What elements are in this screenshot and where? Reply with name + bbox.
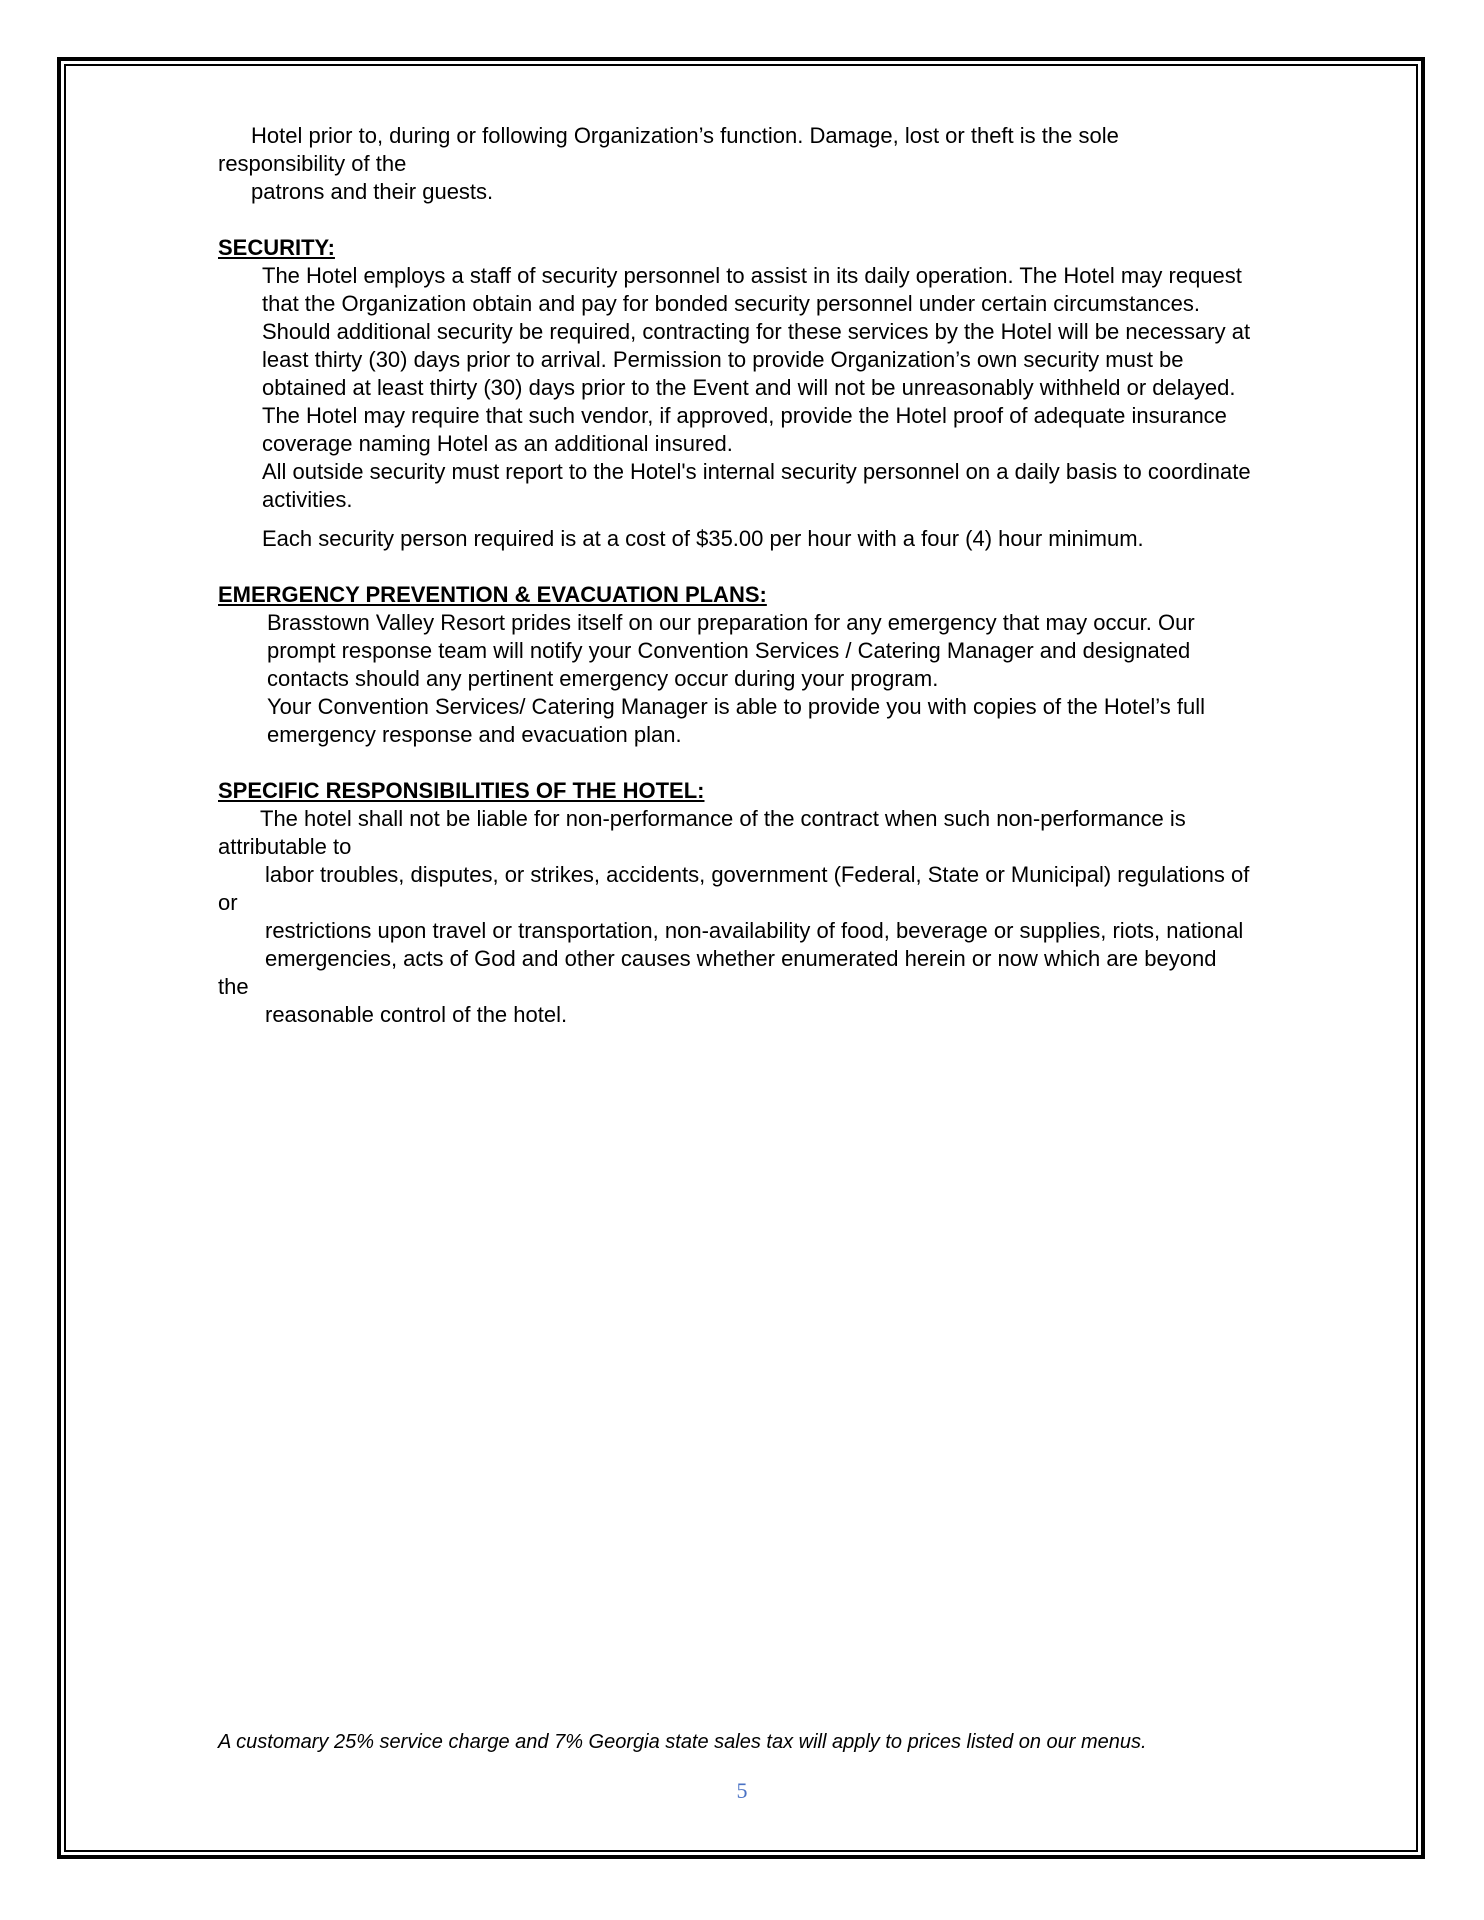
document-body [218, 122, 1368, 1029]
page-number: 5 [736, 1778, 748, 1803]
security-line: obtained at least thirty (30) days prior to the Event and will not be unreasonably withheld or delayed. [262, 375, 1236, 400]
responsibilities-line: attributable to [218, 834, 352, 859]
security-cost-line: Each security person required is at a cost of $35.00 per hour with a four (4) hour minimum. [262, 526, 1144, 551]
responsibilities-line: the [218, 974, 249, 999]
responsibilities-line: The hotel shall not be liable for non-performance of the contract when such non-performance is [260, 806, 1186, 831]
emergency-section [218, 581, 1368, 749]
responsibilities-line: labor troubles, disputes, or strikes, accidents, government (Federal, State or Municipal) regulations of [265, 862, 1250, 887]
responsibilities-line: or [218, 890, 238, 915]
responsibilities-line: restrictions upon travel or transportation, non-availability of food, beverage or supplies, riots, national [265, 918, 1244, 943]
security-line: All outside security must report to the Hotel's internal security personnel on a daily basis to coordinate [262, 459, 1251, 484]
emergency-heading: EMERGENCY PREVENTION & EVACUATION PLANS: [218, 582, 767, 607]
security-line: coverage naming Hotel as an additional insured. [262, 431, 733, 456]
emergency-line: prompt response team will notify your Convention Services / Catering Manager and designated [267, 638, 1191, 663]
emergency-line: contacts should any pertinent emergency occur during your program. [267, 666, 939, 691]
security-line: The Hotel may require that such vendor, if approved, provide the Hotel proof of adequate insurance [262, 403, 1227, 428]
responsibilities-line: emergencies, acts of God and other causes whether enumerated herein or now which are beyond [265, 946, 1217, 971]
responsibilities-heading: SPECIFIC RESPONSIBILITIES OF THE HOTEL: [218, 778, 705, 803]
service-charge-note: A customary 25% service charge and 7% Georgia state sales tax will apply to prices listed on our menus. [218, 1731, 1147, 1753]
security-line: The Hotel employs a staff of security personnel to assist in its daily operation. The Hotel may request [262, 263, 1242, 288]
emergency-line: Your Convention Services/ Catering Manager is able to provide you with copies of the Hotel’s full [267, 694, 1205, 719]
security-line: least thirty (30) days prior to arrival. Permission to provide Organization’s own security must be [262, 347, 1184, 372]
security-line: that the Organization obtain and pay for bonded security personnel under certain circumstances. [262, 291, 1200, 316]
intro-line: responsibility of the [218, 151, 407, 176]
security-heading: SECURITY: [218, 235, 335, 260]
responsibilities-line: reasonable control of the hotel. [265, 1002, 568, 1027]
security-line: Should additional security be required, contracting for these services by the Hotel will be necessary at [262, 319, 1251, 344]
intro-line: Hotel prior to, during or following Organization’s function. Damage, lost or theft is the sole [251, 123, 1119, 148]
security-section [218, 234, 1368, 553]
responsibilities-section [218, 777, 1368, 1029]
intro-paragraph [218, 122, 1368, 206]
security-line: activities. [262, 487, 353, 512]
emergency-line: Brasstown Valley Resort prides itself on our preparation for any emergency that may occur. Our [267, 610, 1195, 635]
emergency-line: emergency response and evacuation plan. [267, 722, 682, 747]
intro-line: patrons and their guests. [251, 179, 494, 204]
